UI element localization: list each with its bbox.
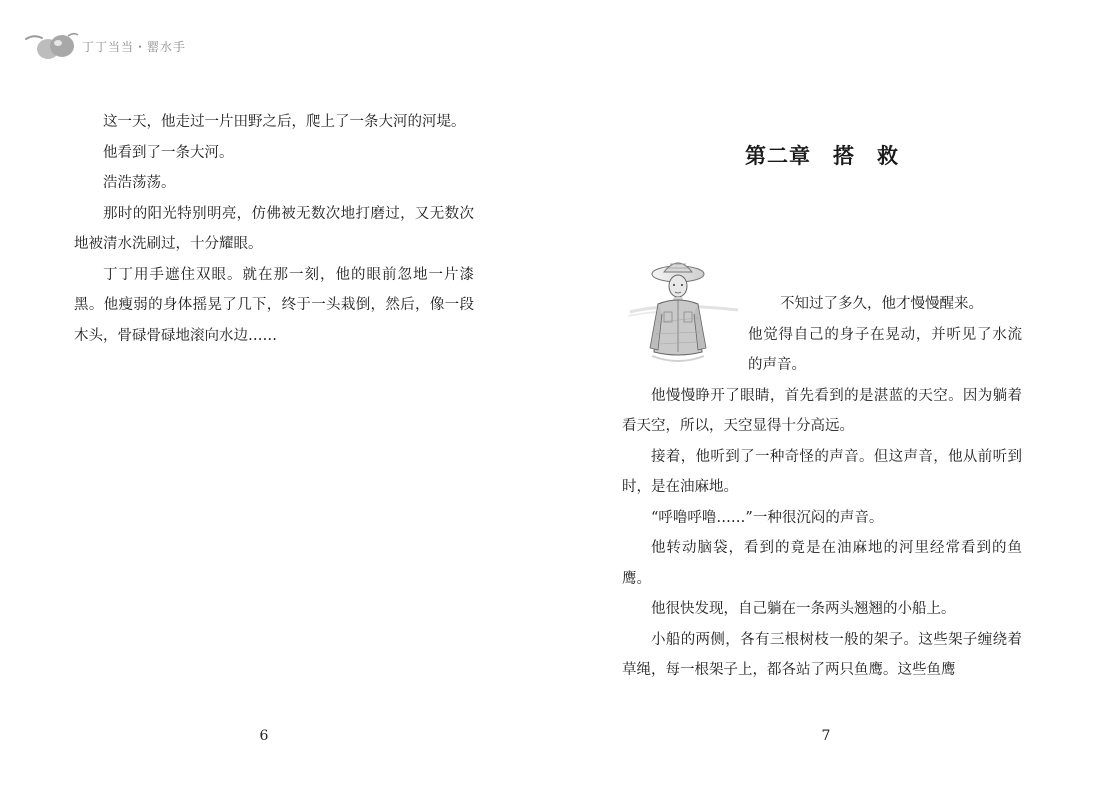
paragraph: 小船的两侧，各有三根树枝一般的架子。这些架子缠绕着草绳，每一根架子上，都各站了两只鱼鹰。这些鱼鹰 (622, 631, 1022, 678)
left-page (74, 0, 474, 786)
paragraph: 他觉得自己的身子在晃动，并听见了水流的声音。 (748, 326, 1022, 373)
paragraph: 接着，他听到了一种奇怪的声音。但这声音，他从前听到时，是在油麻地。 (622, 448, 1022, 495)
paragraph: 他转动脑袋，看到的竟是在油麻地的河里经常看到的鱼鹰。 (622, 540, 1022, 587)
paragraph: “呼噜呼噜……”一种很沉闷的声音。 (651, 509, 884, 526)
page-number-left: 6 (259, 728, 269, 744)
right-page (622, 0, 1022, 786)
paragraph: 浩浩荡荡。 (103, 175, 176, 191)
paragraph: 丁丁用手遮住双眼。就在那一刻，他的眼前忽地一片漆黑。他瘦弱的身体摇晃了几下，终于一头栽倒，然后，像一段木头，骨碌骨碌地滚向水边…… (74, 266, 474, 344)
chapter-title: 第二章 搭 救 (745, 143, 899, 168)
page-number-right: 7 (821, 728, 831, 744)
left-page-text (74, 107, 474, 351)
paragraph: 那时的阳光特别明亮，仿佛被无数次地打磨过，又无数次地被清水洗刷过，十分耀眼。 (74, 205, 474, 252)
paragraph: 这一天，他走过一片田野之后，爬上了一条大河的河堤。 (103, 114, 466, 130)
right-page-text (622, 289, 1022, 686)
series-title: 丁丁当当・罂水手 (82, 40, 187, 54)
paragraph: 他很快发现，自己躺在一条两头翘翘的小船上。 (651, 601, 956, 617)
paragraph: 不知过了多久，他才慢慢醒来。 (780, 296, 983, 312)
paragraph: 他慢慢睁开了眼睛，首先看到的是湛蓝的天空。因为躺着看天空，所以，天空显得十分高远。 (622, 387, 1022, 434)
gourd-logo-icon (24, 30, 80, 64)
paragraph: 他看到了一条大河。 (103, 144, 234, 161)
